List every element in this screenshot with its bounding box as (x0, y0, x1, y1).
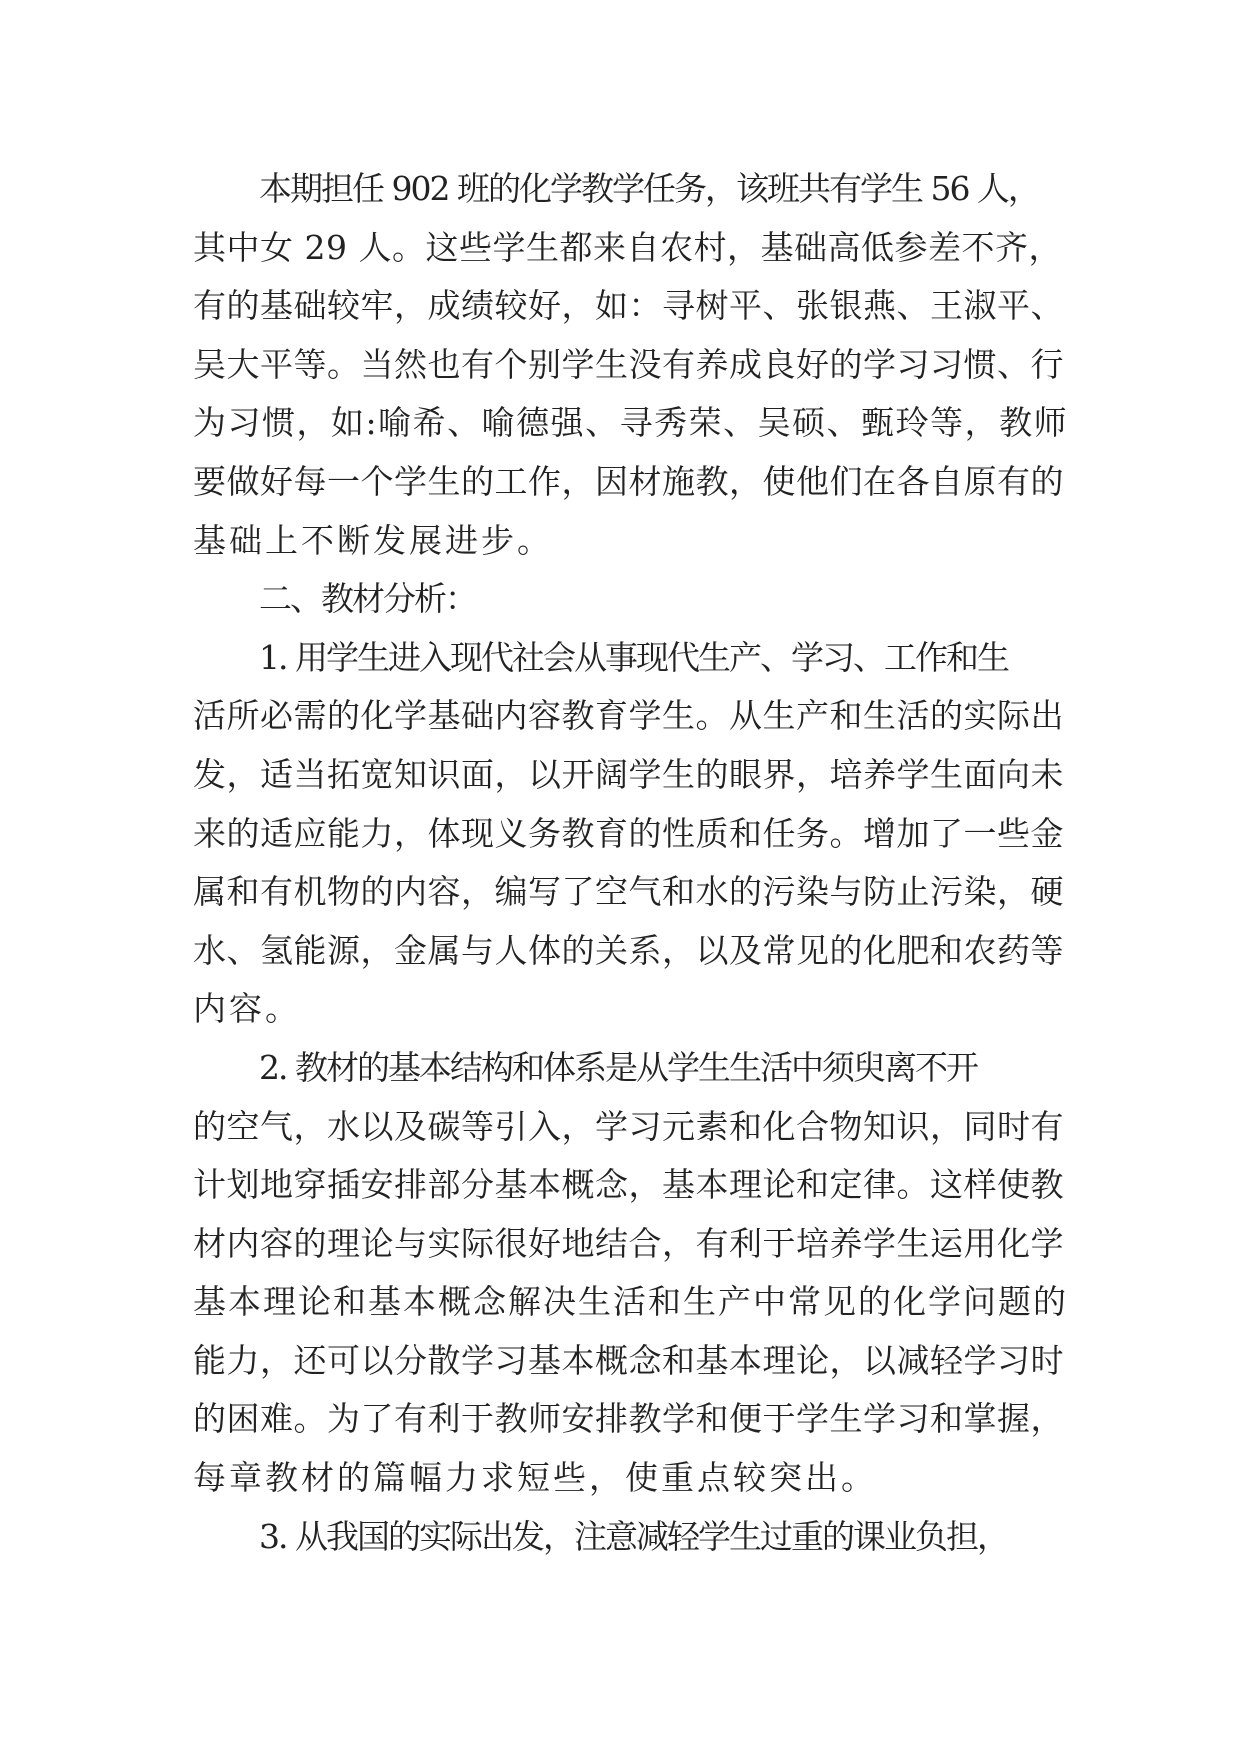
text-line: 为习惯，如:喻希、喻德强、寻秀荣、吴硕、甄玲等，教师 (193, 403, 1069, 443)
text-line: 吴大平等。当然也有个别学生没有养成良好的学习习惯、行 (193, 344, 1064, 384)
text-line: 每章教材的篇幅力求短些，使重点较突出。 (193, 1458, 877, 1498)
text-line: 属和有机物的内容，编写了空气和水的污染与防止污染，硬 (193, 872, 1064, 912)
text-line: 来的适应能力，体现义务教育的性质和任务。增加了一些金 (193, 813, 1064, 853)
text-line: 3. 从我国的实际出发，注意减轻学生过重的课业负担， (259, 1516, 1008, 1556)
section-heading: 二、教材分析： (259, 579, 476, 619)
document-body (193, 160, 1073, 1566)
text-line: 发，适当拓宽知识面，以开阔学生的眼界，培养学生面向未 (193, 754, 1064, 794)
text-line: 内容。 (193, 989, 301, 1029)
text-line: 基本理论和基本概念解决生活和生产中常见的化学问题的 (193, 1282, 1068, 1322)
text-line: 活所必需的化学基础内容教育学生。从生产和生活的实际出 (193, 696, 1064, 736)
text-line: 有的基础较牢，成绩较好，如：寻树平、张银燕、王淑平、 (193, 286, 1064, 326)
text-line: 其中女 29 人。这些学生都来自农村，基础高低参差不齐， (193, 227, 1062, 267)
text-line: 本期担任 902 班的化学教学任务，该班共有学生 56 人， (259, 169, 1039, 208)
text-line: 能力，还可以分散学习基本概念和基本理论，以减轻学习时 (193, 1340, 1064, 1380)
text-line: 1. 用学生进入现代社会从事现代生产、学习、工作和生 (259, 637, 1008, 677)
text-line: 要做好每一个学生的工作，因材施教，使他们在各自原有的 (193, 461, 1064, 501)
text-line: 材内容的理论与实际很好地结合，有利于培养学生运用化学 (193, 1223, 1064, 1263)
text-line: 的空气，水以及碳等引入，学习元素和化合物知识，同时有 (193, 1106, 1064, 1146)
text-line: 水、氢能源，金属与人体的关系，以及常见的化肥和农药等 (193, 930, 1064, 970)
text-line: 的困难。为了有利于教师安排教学和便于学生学习和掌握， (193, 1399, 1064, 1439)
text-line: 计划地穿插安排部分基本概念，基本理论和定律。这样使教 (193, 1165, 1064, 1205)
text-line: 2. 教材的基本结构和体系是从学生生活中须臾离不开 (259, 1047, 977, 1087)
text-line: 基础上不断发展进步。 (193, 520, 553, 560)
